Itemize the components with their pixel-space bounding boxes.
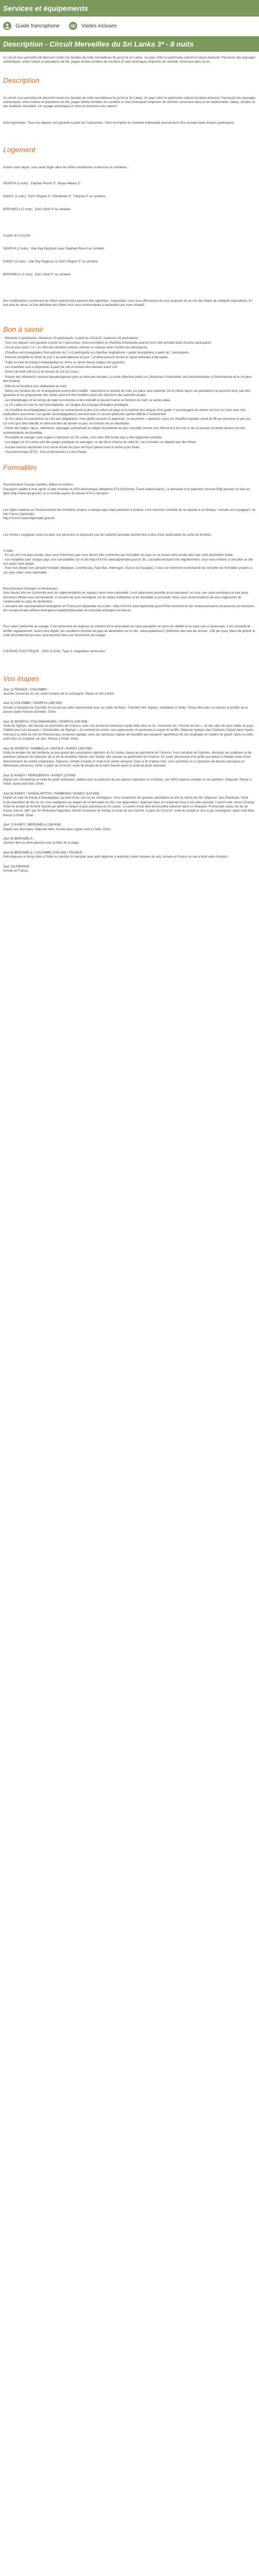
list-item: - Pâle de la Perahera (en) célébration en Août. (3, 385, 67, 388)
list-item: - Trajet en train de Kandy à Nawalapitiya en 2ème ou 3ème classe (sièges non garantis). (3, 361, 126, 364)
day-heading: Jour 7) KANDY / BERUWELA (180 KM) : (3, 823, 63, 827)
day-body: Arrivée en France. (3, 870, 29, 873)
formalites-paragraph: Pour valoir conformité au voyage, il est nécessaire de disposer au moment de la réservation de votre passeport en cours de validité et de votre visa si nécessaire. Il est conseillé de vérifier régulièrement, avant votre départ, les conditions d'entrée du pays de destination sur le site : www.rapidevisa.fr (Définition des frais de service : 20€ par visa). Merci de prévoir le code promotionnel qui vous sera transmis dans vos documents de voyage. (3, 625, 256, 638)
formalites-title: Formalités (3, 463, 37, 472)
eye-icon (69, 22, 77, 30)
logement-intro: Durant votre séjour, vous serez logés dans les hôtels mentionnés ci-dessous ou similaires : (3, 166, 129, 169)
formalites-paragraph: Les mineurs voyageant seuls ou avec une personne ne disposant pas de l'autorité parentale doivent être munis d'une autorisation de sortie de territoire. (3, 533, 212, 537)
list-item: - Dîners de Noël (24/12) et de Nouvel an (31/12) inclus. (3, 371, 80, 374)
lead-text: Ce circuit vous permettra de découvrir toutes les facettes de cette merveilleuse île qu'est le Sri Lanka. Un pays riche en patrimoine culturel et nature préservé. Parcourez des paysages authentiques, entre rizières et plantations de thé, plages dorées bordées de cocotiers et sites historiques empreints de sérénité, immersion dans la vie... (3, 56, 256, 64)
day-heading: Jour 6) KANDY / NAWALAPITIYA / RAMBODA / KANDY (120 KM) : (3, 791, 101, 796)
list-item: - Un chauffeur-accompagnateur ou guide se consacreront la plus à la culture du pays et la maîtrise des langues d'un guide. Il accompagne les clients sur tous les sites avec des explications succinctes. Les guides accompagnateurs peuvent avoir un accent particulier parfois difficile à comprendre. (3, 408, 246, 416)
formalites-paragraph: COURANT ELECTRIQUE : 230V et 50Hz. Type G. Adaptateur nécessaire. (3, 650, 106, 654)
day-heading: Jour 8) BERUWELA : (3, 837, 34, 841)
description-title: Description (3, 76, 40, 84)
description-banner (0, 36, 259, 52)
list-item: - Aucune boisson alcoolisée n'est servie durant les jours de Poya (pleine lune) et autres jours fériés. (3, 446, 140, 449)
logement-line: BERUWELA (2 nuits) : Earl's Reef 4* ou similaire (3, 208, 71, 212)
list-item: - Les plages du Sri Lanka sont des plages publiques et sauvages, ce qui fait le charme de cette île. Leur entretien ne dépend pas des hôtels. (3, 441, 197, 445)
logement-line: BERUWELA (2 nuits) : Earl's Reef 4* ou similaire (3, 273, 71, 277)
page (0, 0, 259, 874)
day-body: Départ en train de Kandy à Nawalapitiya, qui jouit d'une vue sur les montagnes. Vous traverserez les grandes plantations de thé du centre de l'île. Déjeuner. Vers Ramboda. Visite d'une plantation de thé où l'on vous expliquera les étapes de la fabrication du thé, une dégustation. Déjeuner dans un restaurant face à une jolie cascade. L'après-midi, retour à Kandy. Visite du temple de la Dent Sacrée qui abrite la relique la plus précieuse du Sri Lanka : la canine d'une dent de bouddha entourée dans un reliquaire. Promenade autour du lac de Kandy créé en 1807 par Sri Wickrama Rajasinha, dernier monarque de Kandy, et visite de son marché. A partir du 01/11/24, visite du temple le Jour 4 par conséquent, après-midi libre. Retour à l'hôtel. Dîner. (3, 797, 255, 817)
list-item: - Pension complète du dîner du jour 2 au petit-déjeuner du jour 7 et demi-pension durant le séjour balnéaire à Beruwela. (3, 356, 168, 360)
logement-line: SIGIRIYA (2 nuits) : Elephas Resort 3*, Aliyaa Abbara 3* (3, 182, 81, 185)
list-item: - Le Sri Lanka est une île non franchophone, où l'anglais est la langue étrangère privilégiée. (3, 404, 130, 407)
services-title: Services et équipements (3, 4, 89, 12)
day-body: Journée consacrée au vol, selon horaires de la compagnie. Repas et nuit à bord. (3, 692, 114, 696)
services-list (0, 17, 259, 36)
day-heading: Jour 1) FRANCE / COLOMBO : (3, 687, 49, 691)
formalites-paragraph: Les règles relatives au franchissement des frontières propres à chaque pays étant amenées à évoluer, il est vivement conseillé de se reporter à la rubrique "conseils aux voyageurs" du site France Diplomatie, http://XXXXX.www.diplomatie.gouv.fr/. (3, 508, 256, 521)
services-banner (0, 0, 259, 17)
logement-line (3, 286, 256, 290)
service-guide (3, 22, 60, 30)
formalites-paragraph: Ressortissants étrangers et binationaux : Vous devrez être en conformité avec les réglementations en vigueur, selon votre nationalité. Il est notamment possible qu'un passeport, un visa, une carte touristique ou tout autre document officiel vous soit demandé. Il convient de vous renseigner sur les délais d'obtention et les formalités à accomplir. Nous vous recommandons de vous rapprocher de l'ambassade du pays de destination. L'annuaire des représentations étrangères en France est disponible via ce lien : http://XXXXX.www.diplomatie.gouv.fr/fr/le-ministere-et-son-reseau/annuaires-et-adresses-du-ministere-de-l-europe-et-des-affaires-etrangeres-maedi/ambassades-et-consulats-etrangers-en-france/. (3, 587, 255, 613)
day-body: Visite de Sigiriya, cité classée au patrimoine de l'Unesco, avec son ancienne forteresse royale bâtie dans le roc. Ascension du « Rocher du lion », un des sites les plus visités du pays. Célèbre pour ses fresques « Demoiselles de Sigiriya ». Au sommet du rocher, vous apercevrez un panorama à couper le souffle. Déjeuner typique chez l'habitant. Départ dans l'après-midi pour la visite du site de Polonnaruwa, ancienne capitale, avec ses fameuses statues de bouddha qui marquent l'apothéose de l'art cinghalais en matière de granit. Après la visite, arrêt chez un sculpteur sur bois. Retour à l'hôtel. Dîner. (3, 724, 255, 741)
logement-line: KANDY (3 nuits) : Oak Ray Regency ou Earl's Regent 3* ou similaire (3, 260, 98, 264)
list-item: - Possibilité de changer votre argent à l'aéroport sur Sri Lanka. Une carte SIM locale peut y être également achetée. (3, 436, 163, 440)
formalites-paragraph: Ressortissants français (adultes, bébés et enfants) : Passeport valable 6 mois après la date d'entrée et VISA électronique obligatoire ETA (Electronic Travel Authorization). La demande et le paiement (environ 50$) peuvent se faire en ligne (http://www.eta.gov.lk/) ou à l'arrivée auprès du bureau ETA à l'aéroport. (3, 483, 250, 496)
service-guide-label: Guide francophone (16, 23, 60, 29)
logement-line: SIGIRIYA (2 nuits) : Oak Ray Elephant Lake, Elephant Resort ou similaire (3, 247, 105, 251)
day-heading: Jour 5) KANDY / PERADENIYA / KANDY (15 KM) : (3, 773, 77, 777)
day-body: Journée libre en demi-pension pour profiter de la plage. (3, 842, 80, 845)
logement-body (0, 157, 259, 317)
service-visits (69, 22, 117, 30)
person-icon (3, 22, 11, 30)
day-heading: Jour 10) FRANCE : (3, 864, 32, 869)
description-body (0, 87, 259, 137)
formalites-body (0, 475, 259, 666)
service-visits-label: Visites incluses (81, 23, 117, 29)
list-item: - Les chambres sont à disposition à partir de 14h et doivent être libérées avant 12h. (3, 365, 118, 369)
etapes-title: Vos étapes (3, 674, 39, 683)
logement-title: Logement (3, 145, 36, 154)
list-item: - Prévoir des vêtements couvrant épaules/genoux pour la visite des temples. La visite réflective pieds nus (dispenses chaussettes sont recommandées à Polonnaruwa où le sol peut être brûlant). (3, 375, 252, 384)
list-item: - Circuit avec jours 2 à 7 en véhicule climatisé (voiture, minivan ou autocar selon nombre de participants). (3, 346, 148, 350)
list-item: - Selon vos horaires de vol, le programme pourra être modifié : néanmoins le nombre de nuits sur place sera respecté. De la même façon, les prestations ne pourront donc pas être garanties et les programmes des visites pourront être modifiés selon des décisions des autorités locales. (3, 389, 251, 398)
day-body: Petit-déjeuner et temps libre à l'hôtel ou transfert à l'aéroport avec petit déjeuner à emporter (selon horaires du vol). Arrivée en France ou nuit à bord selon horaires. (3, 856, 228, 859)
bon-a-savoir-list (0, 336, 259, 455)
description-banner-title: Description - Circuit Merveilles du Sri Lanka 3* - 8 nuits (3, 40, 194, 48)
day-heading: Jour 3) SIGIRIYA / POLONNARUWA / SIGIRIYA (120 KM) : (3, 719, 90, 724)
day-body: Visite du temple d'or de Dambulla, le plus grand des sanctuaires rupestres du Sri Lanka, classé au patrimoine de l'Unesco. Il est constitué de 5 grottes, décorées de sculptures et de peintures retraçant les épisodes de la vie du bouddha. Départ vers Kandy, ville classée au patrimoine de l'Unesco. En route, découverte d'un jardin aux épices à Matale suivie d'une démonstration de cuisine cinghalaise. Déjeuner. Arrivée à Kandy et visite d'un centre artisanal. Dans la fin d'après-midi, vous assisterez à un spectacle de danses classiques et folkloriques (diverses). Dîner. A partir du 01/11/24, visite du temple de la Dent Sacrée avant la visite du jardin artisanal. (3, 751, 252, 768)
list-item: - Porter des objets, bijoux, vêtements, tatouages symbolisant la religion bouddhiste est peu conseillé comme une offense et il est mal vu de se prendre en photo devant une des représentations de Bouddha. (3, 427, 246, 435)
logement-line: A partir du 01/11/24: (3, 234, 31, 238)
list-item: - Visa électronique (ETA) : frais et démarches à votre charge. (3, 451, 88, 454)
description-paragraph: Note importante : Tous nos départs sont garantis à partir de 2 personnes. Votre inscription en chambre individuelle pourrait donc être annulée faute d'autres participants. (3, 121, 235, 125)
etapes-list (0, 688, 259, 874)
logement-line: Des modifications concernant les hôtels sélectionnés peuvent être apportées. Cependant, nous nous efforcerons de vous proposer en ce cas des hôtels de catégorie équivalente. En tout état de cause, la liste définitive des hôtels vous sera communiquée à destination par notre réceptif. (3, 299, 254, 307)
bon-a-savoir-title: Bon à savoir (3, 325, 44, 333)
formalites-paragraph: A noter : - En cas d'un vol avec escale, vous vous informerez que vous devrez être conformes aux formalités du pays où se trouve votre escale ainsi que votre destination finale. - Les modalités pour chaque pays sont consultables sur le site http://XXXXX.www.diplomatie.gouv.fr/ (fr). Lactualité évoluant très régulièrement, nous vous invitons à consulter ce site lors avant votre départ. - Pour tout départ d'un aéroport frontalier (Belgique, Luxembourg, Pays-Bas, Allemagne, Suisse ou Espagne), il vous est vivement recommandé de consulter les formalités propres à ces pays selon votre nationalité. (3, 549, 253, 575)
day-body: Départ vers Peradeniya et visite du jardin botanique, célèbre pour la profusion de ses plantes tropicales et orchidées, ses 4000 espèces variétés et ses palmiers. Déjeuner. Retour à l'hôtel. Après-midi libre. Dîner. (3, 778, 252, 786)
list-item: - Minimum 2 participants. Maximum 20 participants. A partir du 01/11/24, maximum 30 participants. (3, 336, 139, 340)
day-heading: Jour 4) SIGIRIYA / DAMBULLA / MATALE / KANDY (100 KM) : (3, 746, 94, 750)
description-paragraph: Ce circuit vous permettra de découvrir toutes les facettes de cette merveilleuse île qu'est le Sri Lanka. Un pays riche en patrimoine culturel et nature préservé. Parcourez des paysages authentiques, entre rizières et plantations de thé, plages dorées bordées de cocotiers et sites historiques empreints de sérénité, immersion dans la vie traditionnelle, safaris, temples et des étudiants merveilles. Un voyage authentique et riche en émotions vous attend ! (3, 96, 257, 109)
list-item: - Tous nos départs sont garantis à partir de 2 personnes. Votre inscription en chambre individuelle pourrait donc être annulée faute d'autres participants. (3, 341, 212, 345)
logement-line: KANDY (3 nuits) : Earl's Regent 3*, Randholee 3*, Thilanka 3* ou similaire (3, 195, 106, 199)
day-body: Départ vers Beruwela. Déjeuner libre. Arrivée dans l'après-midi à l'hôtel. Dîner. (3, 828, 111, 831)
logement-line (3, 221, 256, 225)
list-item: - Chauffeur-accompagnateur francophone de 2 à 6 participants ou chauffeur anglophone + guide francophone à partir de 7 participants. (3, 351, 190, 355)
list-item: - Au Sri Lanka, les pourboires ne sont pas obligatoires, mais plutôt courants et appréciés. Le pourboire « standard » pour les chauffeurs/guides serait de 5$ par personne et par jour. Ce n'est qu'à titre indicatif, le client est libre de donner ou pas, en fonction de sa satisfaction. (3, 418, 252, 425)
list-item: - Les kilométrages et les temps de trajet sont donnés à titre indicatif et peuvent varier en fonction du trafic ou autres aléas. (3, 399, 171, 402)
day-heading: Jour 9) BERUWELA / COLOMBO (100 KM) / FRANCE : (3, 850, 84, 855)
day-heading: Jour 2) COLOMBO / SIGIRIYA (180 KM) : (3, 701, 64, 705)
day-body: Arrivée à l'aéroport de Colombo et accueil par notre représentant avec un collier de fleurs. Transfert vers Sigiriya. Installation à l'hôtel. Temps libre pour se reposer et profiter de la piscine (selon horaire d'arrivée). Dîner. (3, 706, 248, 714)
